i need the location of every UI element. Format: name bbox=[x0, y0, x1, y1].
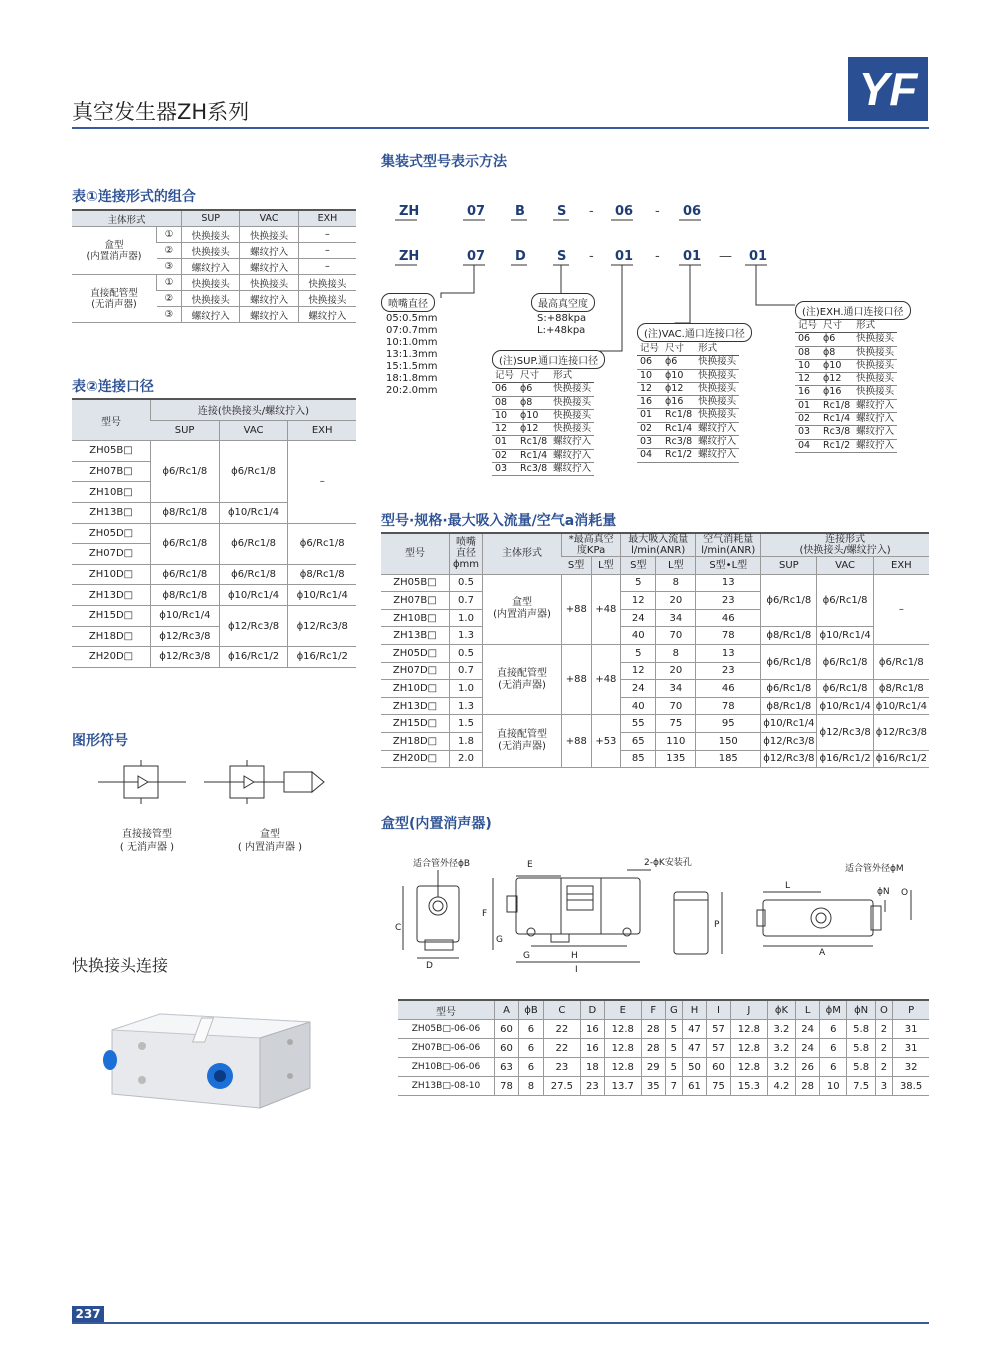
table2-model: ZH07B□ bbox=[72, 461, 151, 482]
table3-container bbox=[381, 532, 929, 768]
table1-cell: ① bbox=[157, 227, 182, 243]
table2-model: ZH13D□ bbox=[72, 585, 151, 606]
table3-header-conn: 连接形式 (快换接头/螺纹拧入) bbox=[761, 533, 929, 557]
svg-text:01: 01 bbox=[615, 249, 634, 264]
table2-model: ZH20D□ bbox=[72, 647, 151, 668]
table3-cell: 78 bbox=[696, 697, 761, 715]
table3-cell: ϕ10/Rc1/4 bbox=[817, 697, 873, 715]
table3-cell: 20 bbox=[656, 592, 696, 610]
svg-text:F: F bbox=[482, 909, 488, 919]
table3-cell: 23 bbox=[696, 592, 761, 610]
exh-code-table: 记号 尺寸 形式 06 ϕ6 快换接头 08 ϕ8 快换接头 10 ϕ10 快换接头 12 ϕ12 快换接头 16 ϕ16 快换接头 01 Rc1/8 螺纹拧入 02 Rc1/4 螺纹拧入 03 Rc3/8 螺纹拧入 04 Rc1/2 螺纹拧入 bbox=[795, 320, 897, 453]
table1-cell: ③ bbox=[157, 307, 182, 323]
header-divider bbox=[72, 127, 929, 129]
svg-text:-: - bbox=[655, 204, 660, 219]
table3-cell: 0.7 bbox=[450, 662, 483, 680]
svg-text:ZH: ZH bbox=[399, 249, 420, 264]
table4-header: ϕK bbox=[767, 1000, 795, 1020]
table3-header: L型 bbox=[591, 557, 621, 575]
table3-cell: ϕ6/Rc1/8 bbox=[817, 644, 873, 679]
table1-cell: ③ bbox=[157, 259, 182, 275]
table2-header: SUP bbox=[151, 420, 220, 441]
table1-cell: ① bbox=[157, 275, 182, 291]
table1-header: SUP bbox=[182, 210, 240, 227]
table3-cell: ZH10B□ bbox=[381, 609, 450, 627]
svg-text:A: A bbox=[819, 948, 826, 958]
table3-cell: 24 bbox=[621, 680, 656, 698]
table3-cell: +48 bbox=[591, 644, 621, 714]
table2-model: ZH05D□ bbox=[72, 523, 151, 544]
table3-header: S型 bbox=[621, 557, 656, 575]
table4-header: H bbox=[682, 1000, 706, 1020]
vacuum-list: S:+88kpa L:+48kpa bbox=[537, 313, 587, 336]
table2-model: ZH18D□ bbox=[72, 626, 151, 647]
svg-text:B: B bbox=[515, 204, 525, 219]
table3-cell: ϕ6/Rc1/8 bbox=[817, 680, 873, 698]
table3-header: 型号 bbox=[381, 533, 450, 574]
table4-header: E bbox=[604, 1000, 641, 1020]
table3-cell: ϕ6/Rc1/8 bbox=[817, 574, 873, 627]
table-row: ZH05B□-06-06 60 6 22 16 12.8 28 5 47 57 12.8 3.2 24 6 5.8 2 31 bbox=[398, 1020, 929, 1039]
table3 bbox=[381, 532, 929, 768]
table2-cell: ϕ12/Rc3/8 bbox=[151, 626, 220, 647]
table3-header: 主体形式 bbox=[483, 533, 562, 574]
table3-body-cell: 盒型 (内置消声器) bbox=[483, 574, 562, 644]
table1-cell: – bbox=[298, 259, 356, 275]
table3-cell: ZH10D□ bbox=[381, 680, 450, 698]
table2-cell: ϕ16/Rc1/2 bbox=[288, 647, 356, 668]
table4-header: D bbox=[580, 1000, 604, 1020]
table3-cell: 8 bbox=[656, 574, 696, 592]
svg-text:D: D bbox=[426, 961, 433, 971]
table2-header: VAC bbox=[219, 420, 288, 441]
table3-cell: 1.5 bbox=[450, 715, 483, 733]
table2-container bbox=[72, 398, 356, 668]
table3-cell: ϕ12/Rc3/8 bbox=[817, 715, 873, 750]
table3-cell: +48 bbox=[591, 574, 621, 644]
table3-cell: 0.7 bbox=[450, 592, 483, 610]
table-row: ZH07B□-06-06 60 6 22 16 12.8 28 5 47 57 12.8 3.2 24 6 5.8 2 31 bbox=[398, 1039, 929, 1058]
sup-label: (注)SUP.通口连接口径 bbox=[492, 349, 605, 369]
table3-cell: 34 bbox=[656, 609, 696, 627]
table4-header: C bbox=[543, 1000, 580, 1020]
table3-cell: 23 bbox=[696, 662, 761, 680]
table1-cell: 螺纹拧入 bbox=[240, 307, 298, 323]
svg-text:—: — bbox=[719, 249, 732, 264]
table3-cell: ϕ12/Rc3/8 bbox=[873, 715, 929, 750]
table3-cell: ZH05D□ bbox=[381, 644, 450, 662]
table3-cell: 1.0 bbox=[450, 609, 483, 627]
table4-header: I bbox=[706, 1000, 730, 1020]
table2-cell: – bbox=[288, 441, 356, 523]
table3-cell: ZH13D□ bbox=[381, 697, 450, 715]
table3-cell: 46 bbox=[696, 609, 761, 627]
table3-cell: ϕ8/Rc1/8 bbox=[873, 680, 929, 698]
table3-cell: 13 bbox=[696, 644, 761, 662]
table3-cell: ϕ16/Rc1/2 bbox=[873, 750, 929, 768]
svg-text:P: P bbox=[714, 920, 720, 930]
table3-cell: 1.3 bbox=[450, 627, 483, 645]
table3-cell: – bbox=[873, 574, 929, 644]
svg-text:06: 06 bbox=[615, 204, 634, 219]
table3-cell: ϕ8/Rc1/8 bbox=[761, 697, 817, 715]
table1-cell: 螺纹拧入 bbox=[182, 307, 240, 323]
table3-cell: ZH15D□ bbox=[381, 715, 450, 733]
svg-text:G: G bbox=[496, 935, 503, 945]
table4-header: P bbox=[893, 1000, 929, 1020]
table2 bbox=[72, 398, 356, 668]
table3-cell: 95 bbox=[696, 715, 761, 733]
table2-cell: ϕ16/Rc1/2 bbox=[219, 647, 288, 668]
table2-cell: ϕ12/Rc3/8 bbox=[219, 605, 288, 646]
table3-cell: 1.8 bbox=[450, 732, 483, 750]
table3-cell: 20 bbox=[656, 662, 696, 680]
table3-cell: ZH20D□ bbox=[381, 750, 450, 768]
table2-cell: ϕ6/Rc1/8 bbox=[151, 564, 220, 585]
table3-cell: 0.5 bbox=[450, 574, 483, 592]
table3-cell: ϕ6/Rc1/8 bbox=[761, 644, 817, 679]
table3-cell: 8 bbox=[656, 644, 696, 662]
table4-header: ϕM bbox=[820, 1000, 847, 1020]
table2-model: ZH15D□ bbox=[72, 605, 151, 626]
table1-cell: 螺纹拧入 bbox=[240, 291, 298, 307]
table2-cell: ϕ6/Rc1/8 bbox=[219, 441, 288, 503]
table2-model: ZH13B□ bbox=[72, 502, 151, 523]
table3-cell: ϕ6/Rc1/8 bbox=[761, 680, 817, 698]
table3-header: 喷嘴直径ϕmm bbox=[450, 533, 483, 574]
symbol-diagrams bbox=[96, 760, 346, 830]
symbol-left-caption: 直接接管型 ( 无消声器 ) bbox=[119, 829, 175, 853]
table4-header: L bbox=[796, 1000, 820, 1020]
page-number: 237 bbox=[72, 1306, 104, 1322]
table3-cell: 110 bbox=[656, 732, 696, 750]
table2-cell: ϕ12/Rc3/8 bbox=[288, 605, 356, 646]
table3-cell: 85 bbox=[621, 750, 656, 768]
table3-cell: 2.0 bbox=[450, 750, 483, 768]
table1-cell: 螺纹拧入 bbox=[240, 259, 298, 275]
svg-text:S: S bbox=[557, 204, 567, 219]
table2-cell: ϕ6/Rc1/8 bbox=[219, 564, 288, 585]
table3-cell: 13 bbox=[696, 574, 761, 592]
table3-cell: +53 bbox=[591, 715, 621, 768]
symbol-right-caption: 盒型 ( 内置消声器 ) bbox=[237, 829, 303, 853]
table3-cell: 150 bbox=[696, 732, 761, 750]
drawing-heading: 盒型(内置消声器) bbox=[381, 816, 492, 832]
svg-text:-: - bbox=[589, 204, 594, 219]
table2-cell: ϕ10/Rc1/4 bbox=[288, 585, 356, 606]
svg-text:I: I bbox=[575, 965, 578, 975]
table3-cell: 12 bbox=[621, 662, 656, 680]
table1-cell: ② bbox=[157, 243, 182, 259]
table3-cell: 78 bbox=[696, 627, 761, 645]
svg-text:G: G bbox=[523, 951, 530, 961]
table3-header: 最大吸入流量l/min(ANR) bbox=[621, 533, 696, 557]
table3-cell: +88 bbox=[562, 715, 592, 768]
table3-cell: ϕ10/Rc1/4 bbox=[761, 715, 817, 733]
table3-cell: 70 bbox=[656, 697, 696, 715]
table1-cell: 快换接头 bbox=[182, 275, 240, 291]
table-row: ZH10B□-06-06 63 6 23 18 12.8 29 5 50 60 12.8 3.2 26 6 5.8 2 32 bbox=[398, 1058, 929, 1077]
svg-text:C: C bbox=[395, 923, 402, 933]
svg-text:-: - bbox=[589, 249, 594, 264]
svg-text:YF: YF bbox=[858, 63, 918, 115]
svg-text:2-ϕK安装孔: 2-ϕK安装孔 bbox=[644, 858, 692, 868]
table3-cell: 135 bbox=[656, 750, 696, 768]
table3-cell: 0.5 bbox=[450, 644, 483, 662]
table3-header: SUP bbox=[761, 557, 817, 575]
product-photo bbox=[100, 1000, 320, 1120]
table2-model: ZH07D□ bbox=[72, 544, 151, 565]
table4-header: G bbox=[665, 1000, 682, 1020]
table3-header: VAC bbox=[817, 557, 873, 575]
table2-cell: ϕ6/Rc1/8 bbox=[288, 523, 356, 564]
table2-cell: ϕ10/Rc1/4 bbox=[219, 585, 288, 606]
svg-text:07: 07 bbox=[467, 204, 486, 219]
table1-cell: 快换接头 bbox=[298, 275, 356, 291]
table3-header: S型 bbox=[562, 557, 592, 575]
table1-heading: 表①连接形式的组合 bbox=[72, 189, 196, 205]
table4-header: F bbox=[641, 1000, 665, 1020]
table2-cell: ϕ6/Rc1/8 bbox=[151, 523, 220, 564]
table3-cell: ϕ12/Rc3/8 bbox=[761, 750, 817, 768]
svg-text:ϕN: ϕN bbox=[877, 887, 890, 897]
table3-cell: ϕ6/Rc1/8 bbox=[873, 644, 929, 679]
table1-cell: 快换接头 bbox=[182, 227, 240, 243]
table1-header: 主体形式 bbox=[72, 210, 182, 227]
page-title: 真空发生器ZH系列 bbox=[72, 100, 250, 124]
svg-text:S: S bbox=[557, 249, 567, 264]
table3-cell: 40 bbox=[621, 697, 656, 715]
svg-text:06: 06 bbox=[683, 204, 702, 219]
table1-cell: ② bbox=[157, 291, 182, 307]
table1-cell: 螺纹拧入 bbox=[182, 259, 240, 275]
table4-header: ϕB bbox=[518, 1000, 543, 1020]
table3-cell: 75 bbox=[656, 715, 696, 733]
table3-cell: ZH13B□ bbox=[381, 627, 450, 645]
table3-cell: 1.0 bbox=[450, 680, 483, 698]
table1-body-cell: 盒型 (内置消声器) bbox=[72, 227, 157, 275]
svg-text:D: D bbox=[515, 249, 526, 264]
table3-cell: 40 bbox=[621, 627, 656, 645]
table1-cell: 快换接头 bbox=[182, 243, 240, 259]
table2-cell: ϕ6/Rc1/8 bbox=[219, 523, 288, 564]
table1-header: VAC bbox=[240, 210, 298, 227]
table2-cell: ϕ8/Rc1/8 bbox=[288, 564, 356, 585]
table3-header: 空气消耗量l/min(ANR) bbox=[696, 533, 761, 557]
svg-text:-: - bbox=[655, 249, 660, 264]
table3-cell: ϕ10/Rc1/4 bbox=[873, 697, 929, 715]
box-type-symbol bbox=[204, 760, 324, 804]
table1 bbox=[72, 209, 356, 323]
table1-cell: 螺纹拧入 bbox=[298, 307, 356, 323]
svg-text:O: O bbox=[901, 888, 909, 898]
table4-header: ϕN bbox=[847, 1000, 875, 1020]
table3-cell: 65 bbox=[621, 732, 656, 750]
table3-header: S型•L型 bbox=[696, 557, 761, 575]
svg-text:07: 07 bbox=[467, 249, 486, 264]
table2-cell: ϕ8/Rc1/8 bbox=[151, 585, 220, 606]
table2-model: ZH10D□ bbox=[72, 564, 151, 585]
table2-header: 型号 bbox=[72, 399, 151, 441]
table3-header: *最高真空度KPa bbox=[562, 533, 621, 557]
symbols-heading: 图形符号 bbox=[72, 733, 128, 749]
table3-body-cell: 直接配管型 (无消声器) bbox=[483, 715, 562, 768]
table3-cell: 46 bbox=[696, 680, 761, 698]
table1-cell: 快换接头 bbox=[240, 275, 298, 291]
table1-cell: 螺纹拧入 bbox=[240, 243, 298, 259]
table4-header: J bbox=[730, 1000, 767, 1020]
vacuum-label: 最高真空度 bbox=[531, 292, 595, 312]
table1-cell: 快换接头 bbox=[298, 291, 356, 307]
table3-cell: ZH18D□ bbox=[381, 732, 450, 750]
svg-text:01: 01 bbox=[749, 249, 768, 264]
table1-cell: 快换接头 bbox=[182, 291, 240, 307]
table2-model: ZH05B□ bbox=[72, 441, 151, 462]
table2-cell: ϕ8/Rc1/8 bbox=[151, 502, 220, 523]
nozzle-label: 喷嘴直径 bbox=[381, 292, 435, 312]
direct-pipe-symbol bbox=[98, 760, 186, 804]
table3-cell: 185 bbox=[696, 750, 761, 768]
table2-cell: ϕ10/Rc1/4 bbox=[151, 605, 220, 626]
table3-cell: 5 bbox=[621, 644, 656, 662]
table3-cell: 70 bbox=[656, 627, 696, 645]
svg-text:E: E bbox=[527, 860, 533, 870]
table4-header: A bbox=[495, 1000, 519, 1020]
vac-label: (注)VAC.通口连接口径 bbox=[637, 322, 752, 342]
svg-text:适合管外径ϕM: 适合管外径ϕM bbox=[845, 864, 904, 874]
table3-cell: 1.3 bbox=[450, 697, 483, 715]
svg-text:H: H bbox=[571, 951, 578, 961]
table3-cell: 5 bbox=[621, 574, 656, 592]
table3-cell: ZH07B□ bbox=[381, 592, 450, 610]
table1-container bbox=[72, 209, 356, 323]
photo-heading: 快换接头连接 bbox=[72, 956, 169, 975]
nozzle-list: 05:0.5mm 07:0.7mm 10:1.0mm 13:1.3mm 15:1.5mm 18:1.8mm 20:2.0mm bbox=[386, 313, 438, 396]
table4-header: 型号 bbox=[398, 1000, 495, 1020]
table3-cell: ϕ10/Rc1/4 bbox=[817, 627, 873, 645]
table1-cell: 快换接头 bbox=[240, 227, 298, 243]
table1-body-cell: 直接配管型 (无消声器) bbox=[72, 275, 157, 323]
table3-cell: 24 bbox=[621, 609, 656, 627]
svg-text:ZH: ZH bbox=[399, 204, 420, 219]
table3-cell: ZH07D□ bbox=[381, 662, 450, 680]
table1-cell: – bbox=[298, 243, 356, 259]
sup-code-table: 记号 尺寸 形式 06 ϕ6 快换接头 08 ϕ8 快换接头 10 ϕ10 快换接头 12 ϕ12 快换接头 01 Rc1/8 螺纹拧入 02 Rc1/4 螺纹拧入 03 Rc3/8 螺纹拧入 bbox=[492, 370, 594, 476]
table3-cell: 55 bbox=[621, 715, 656, 733]
dimension-drawing bbox=[381, 850, 931, 980]
table3-body-cell: 直接配管型 (无消声器) bbox=[483, 644, 562, 714]
table3-header: L型 bbox=[656, 557, 696, 575]
vac-code-table: 记号 尺寸 形式 06 ϕ6 快换接头 10 ϕ10 快换接头 12 ϕ12 快换接头 16 ϕ16 快换接头 01 Rc1/8 快换接头 02 Rc1/4 螺纹拧入 03 Rc3/8 螺纹拧入 04 Rc1/2 螺纹拧入 bbox=[637, 343, 739, 463]
table1-header: EXH bbox=[298, 210, 356, 227]
svg-text:01: 01 bbox=[683, 249, 702, 264]
table3-cell: ϕ16/Rc1/2 bbox=[817, 750, 873, 768]
table3-cell: ZH05B□ bbox=[381, 574, 450, 592]
table3-cell: +88 bbox=[562, 574, 592, 644]
table1-cell: – bbox=[298, 227, 356, 243]
footer-divider bbox=[72, 1322, 929, 1324]
table3-cell: +88 bbox=[562, 644, 592, 714]
table3-cell: ϕ6/Rc1/8 bbox=[761, 574, 817, 627]
table3-cell: 12 bbox=[621, 592, 656, 610]
dimension-table bbox=[398, 999, 929, 1096]
table3-header: EXH bbox=[873, 557, 929, 575]
table2-model: ZH10B□ bbox=[72, 482, 151, 503]
table3-cell: ϕ12/Rc3/8 bbox=[761, 732, 817, 750]
table-row: ZH13B□-08-10 78 8 27.5 23 13.7 35 7 61 75 15.3 4.2 28 10 7.5 3 38.5 bbox=[398, 1077, 929, 1096]
table2-header: EXH bbox=[288, 420, 356, 441]
table2-cell: ϕ12/Rc3/8 bbox=[151, 647, 220, 668]
table3-cell: 34 bbox=[656, 680, 696, 698]
table2-header: 连接(快换接头/螺纹拧入) bbox=[151, 399, 357, 420]
table3-heading: 型号·规格·最大吸入流量/空气a消耗量 bbox=[381, 513, 617, 529]
svg-text:适合管外径ϕB: 适合管外径ϕB bbox=[413, 859, 471, 869]
exh-label: (注)EXH.通口连接口径 bbox=[795, 300, 911, 320]
table2-heading: 表②连接口径 bbox=[72, 379, 154, 395]
table4-container bbox=[398, 999, 929, 1096]
brand-logo bbox=[848, 57, 928, 121]
table3-cell: ϕ8/Rc1/8 bbox=[761, 627, 817, 645]
table2-cell: ϕ6/Rc1/8 bbox=[151, 441, 220, 503]
table2-cell: ϕ10/Rc1/4 bbox=[219, 502, 288, 523]
svg-text:L: L bbox=[785, 881, 791, 891]
model-code-heading: 集装式型号表示方法 bbox=[381, 154, 507, 170]
table4-header: O bbox=[875, 1000, 892, 1020]
